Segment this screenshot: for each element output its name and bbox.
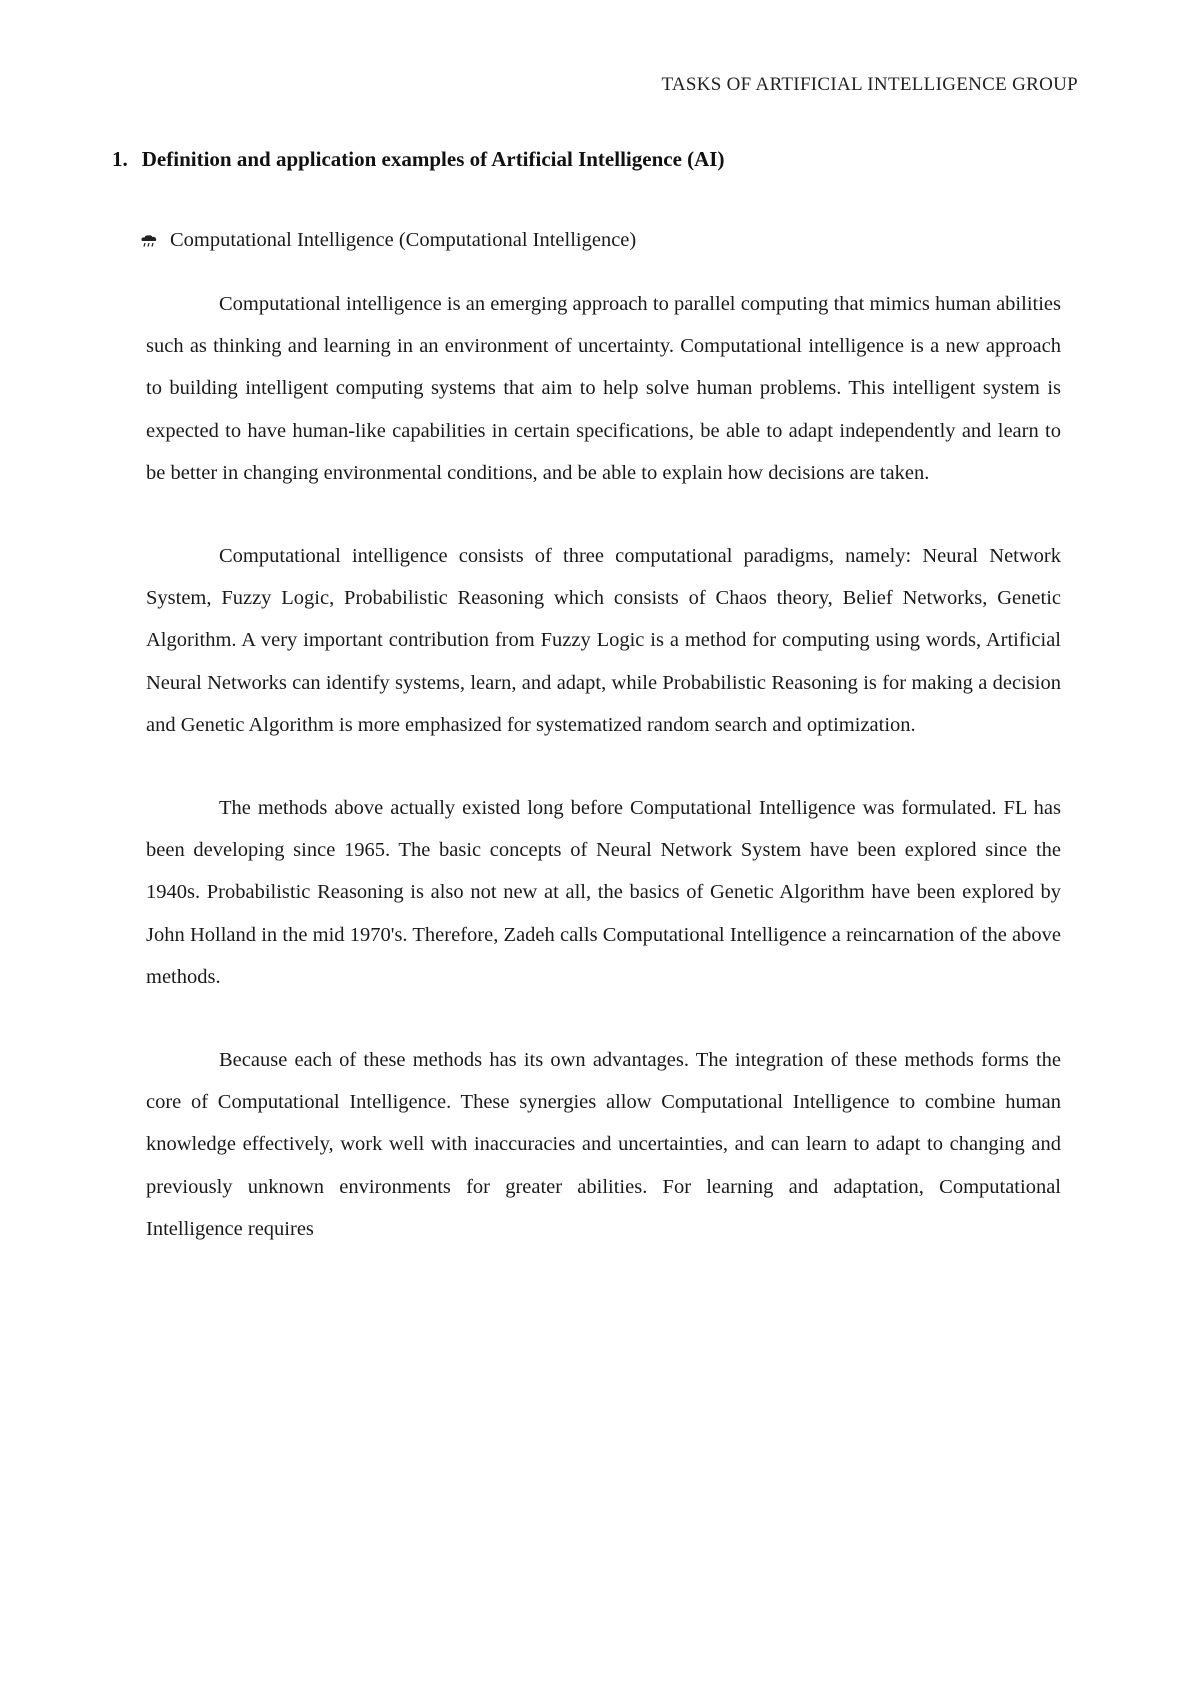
section-heading [112, 147, 724, 172]
body-text [146, 283, 1061, 1291]
paragraph: The methods above actually existed long before Computational Intelligence was formulated. FL has been developing since 1965. The basic concepts of Neural Network System have been explored since the 1940s. Probabilistic Reasoning is also not new at all, the basics of Genetic Algorithm have been explored by John Holland in the mid 1970's. Therefore, Zadeh calls Computational Intelligence a reincarnation of the above methods. [146, 797, 1061, 988]
section-number: 1. [112, 147, 128, 171]
subsection-title: Computational Intelligence (Computational Intelligence) [170, 229, 637, 251]
running-header: TASKS OF ARTIFICIAL INTELLIGENCE GROUP [661, 74, 1078, 95]
paragraph: Computational intelligence is an emerging approach to parallel computing that mimics human abilities such as thinking and learning in an environment of uncertainty. Computational intelligence is a new approach to building intelligent computing systems that aim to help solve human problems. This intelligent system is expected to have human-like capabilities in certain specifications, be able to adapt independently and learn to be better in changing environmental conditions, and be able to explain how decisions are taken. [146, 293, 1061, 484]
subsection-heading [140, 229, 636, 252]
section-title: Definition and application examples of Artificial Intelligence (AI) [141, 147, 725, 171]
rain-cloud-bullet-icon [140, 234, 158, 248]
paragraph: Because each of these methods has its own advantages. The integration of these methods forms the core of Computational Intelligence. These synergies allow Computational Intelligence to combine human knowledge effectively, work well with inaccuracies and uncertainties, and can learn to adapt to changing and previously unknown environments for greater abilities. For learning and adaptation, Computational Intelligence requires [146, 1049, 1061, 1240]
paragraph: Computational intelligence consists of three computational paradigms, namely: Neural Network System, Fuzzy Logic, Probabilistic Reasoning which consists of Chaos theory, Belief Networks, Genetic Algorithm. A very important contribution from Fuzzy Logic is a method for computing using words, Artificial Neural Networks can identify systems, learn, and adapt, while Probabilistic Reasoning is for making a decision and Genetic Algorithm is more emphasized for systematized random search and optimization. [146, 545, 1061, 736]
